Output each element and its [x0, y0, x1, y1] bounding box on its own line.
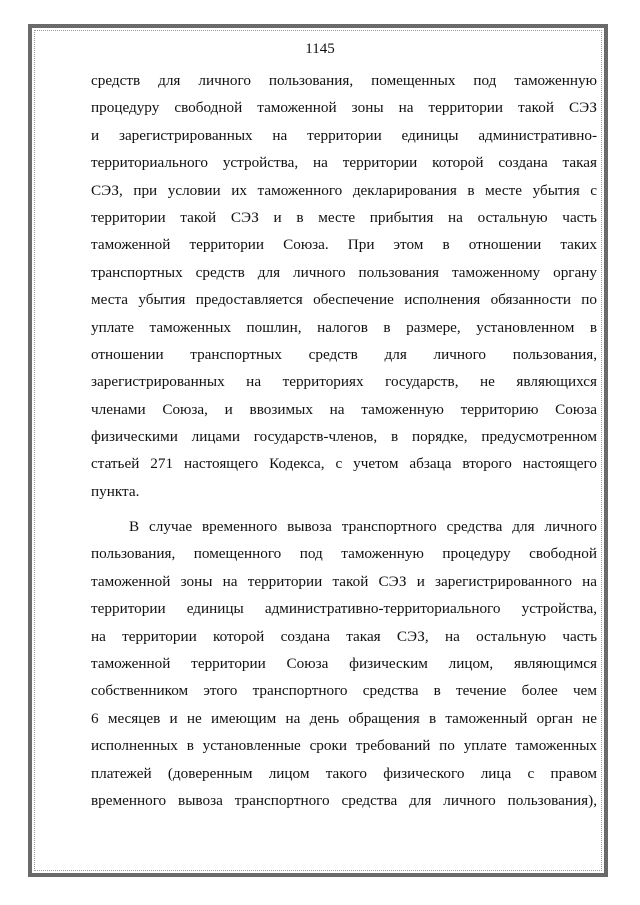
text-line: территории такой СЭЗ и в месте прибытия на остальную часть	[91, 208, 597, 226]
text-line: территориального устройства, на территории которой создана такая	[91, 154, 597, 172]
text-line: таможенной территории Союза физическим лицом, являющимся	[91, 654, 597, 672]
text-line: пользования, помещенного под таможенную процедуру свободной	[91, 545, 597, 563]
text-line: процедуру свободной таможенной зоны на территории такой СЭЗ	[91, 99, 597, 117]
text-line: отношении транспортных средств для личного пользования,	[91, 345, 597, 363]
text-line: таможенной территории Союза. При этом в отношении таких	[91, 236, 597, 254]
text-line: СЭЗ, при условии их таможенного декларирования в месте убытия с	[91, 181, 597, 199]
text-line: собственником этого транспортного средства в течение более чем	[91, 682, 597, 700]
text-line: пункта.	[91, 482, 140, 500]
text-line: места убытия предоставляется обеспечение исполнения обязанности по	[91, 291, 597, 309]
text-line: 6 месяцев и не имеющим на день обращения в таможенный орган не	[91, 709, 597, 727]
text-line: транспортных средств для личного пользования таможенному органу	[91, 263, 597, 281]
text-line: таможенной зоны на территории такой СЭЗ и зарегистрированного на	[91, 572, 597, 590]
text-line: зарегистрированных на территориях государств, не являющихся	[91, 373, 597, 391]
text-line: членами Союза, и ввозимых на таможенную территорию Союза	[91, 400, 597, 418]
text-line: В случае временного вывоза транспортного средства для личного	[129, 518, 597, 535]
text-line: на территории которой создана такая СЭЗ, на остальную часть	[91, 627, 597, 645]
text-line: платежей (доверенным лицом такого физического лица с правом	[91, 764, 597, 782]
text-line: и зарегистрированных на территории единицы административно-	[91, 126, 597, 144]
text-line: средств для личного пользования, помещенных под таможенную	[91, 72, 597, 89]
text-line: исполненных в установленные сроки требований по уплате таможенных	[91, 737, 597, 755]
paragraph-1	[91, 67, 597, 505]
text-line: статьей 271 настоящего Кодекса, с учетом абзаца второго настоящего	[91, 455, 597, 473]
paragraph-2	[91, 513, 597, 814]
text-line: временного вывоза транспортного средства для личного пользования),	[91, 791, 597, 809]
page-number: 1145	[305, 41, 335, 57]
text-line: территории единицы административно-территориального устройства,	[91, 600, 597, 618]
text-line: физическими лицами государств-членов, в порядке, предусмотренном	[91, 428, 597, 446]
text-line: уплате таможенных пошлин, налогов в размере, установленном в	[91, 318, 597, 336]
